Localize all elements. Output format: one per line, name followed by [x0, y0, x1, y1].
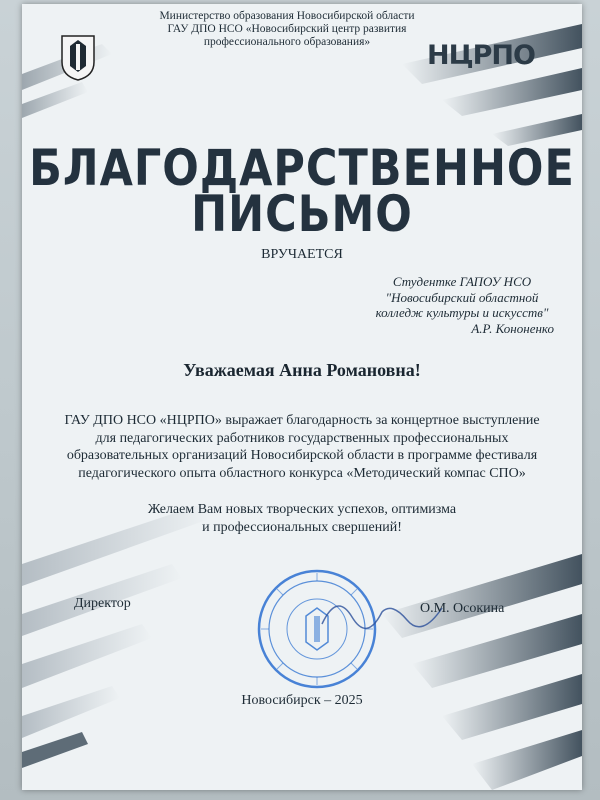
ncrpo-logo: НЦРПО — [427, 40, 535, 71]
presented-label: ВРУЧАЕТСЯ — [261, 247, 343, 262]
body-line: образовательных организаций Новосибирской области в программе фестиваля — [66, 448, 538, 463]
director-label: Директор — [74, 596, 131, 611]
gratitude-text — [22, 412, 582, 482]
org-line: ГАУ ДПО НСО «Новосибирский центр развития — [167, 23, 407, 35]
body-line: ГАУ ДПО НСО «НЦРПО» выражает благодарность за концертное выступление — [64, 413, 540, 428]
recipient-line: колледж культуры и искусств" — [375, 305, 549, 320]
greeting: Уважаемая Анна Романовна! — [183, 360, 421, 380]
body-line: для педагогических работников государственных профессиональных — [95, 430, 509, 446]
coat-of-arms-icon — [58, 32, 98, 82]
recipient-block — [362, 274, 562, 336]
city-year: Новосибирск – 2025 — [241, 693, 363, 708]
recipient-line: "Новосибирский областной — [385, 289, 539, 305]
certificate-title-2: ПИСЬМО — [191, 186, 413, 244]
certificate-sheet — [22, 4, 582, 790]
wish-line: Желаем Вам новых творческих успехов, оптимизма — [147, 502, 457, 517]
certificate-title: БЛАГОДАРСТВЕННОЕ — [29, 140, 575, 198]
body-line: педагогического опыта областного конкурса «Методический компас СПО» — [78, 465, 526, 481]
recipient-line: Студентке ГАПОУ НСО — [392, 274, 532, 289]
wish-line: и профессиональных свершений! — [202, 519, 402, 535]
director-name: О.М. Осокина — [420, 601, 505, 616]
ministry-line: Министерство образования Новосибирской области — [159, 10, 415, 22]
issuer-header — [132, 10, 442, 49]
recipient-name: А.Р. Кононенко — [471, 320, 554, 336]
org-line-2: профессионального образования» — [203, 36, 371, 48]
wishes-text — [22, 501, 582, 536]
